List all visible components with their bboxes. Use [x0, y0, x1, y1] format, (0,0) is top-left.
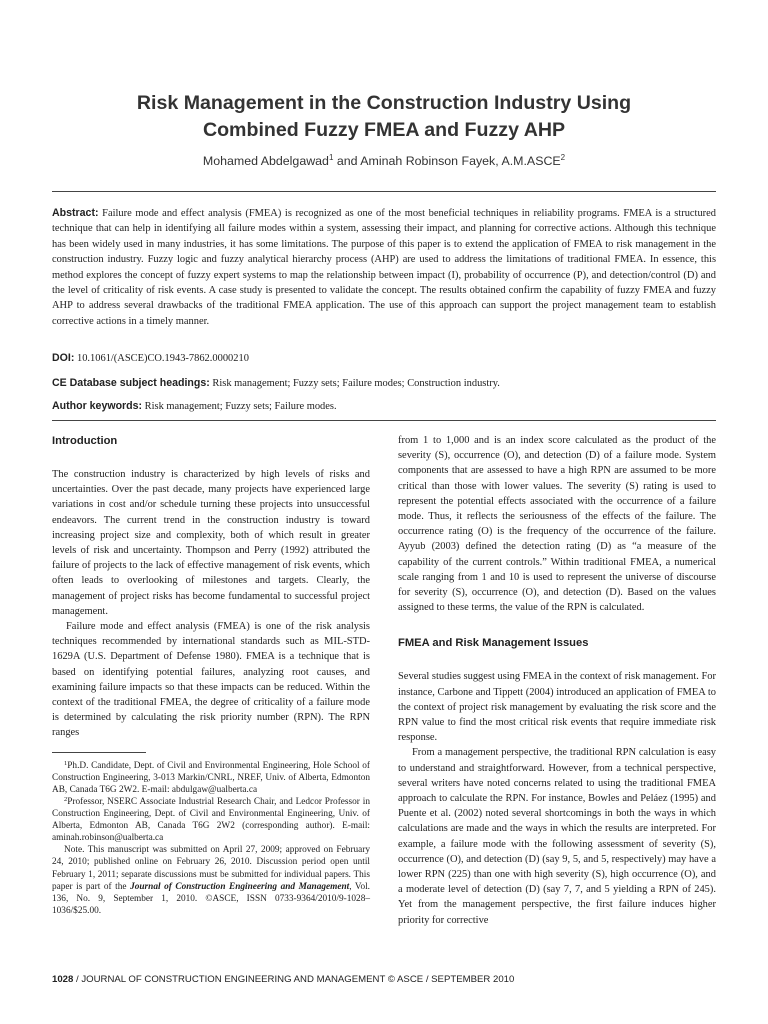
- author-keywords-line: [52, 399, 716, 414]
- author-2-affiliation-mark: 2: [560, 153, 566, 162]
- footnote-1: [52, 760, 370, 796]
- author-keywords-value: Risk management; Fuzzy sets; Failure modes.: [144, 401, 337, 412]
- note-suffix: , Vol. 136, No. 9, September 1, 2010. ©ASCE, ISSN 0733-9364/2010/9-1028–1036/$25.00.: [52, 881, 370, 916]
- footnote-rule: [52, 752, 146, 753]
- author-1-affiliation-mark: 1: [328, 153, 334, 162]
- footnote-2-text: Professor, NSERC Associate Industrial Research Chair, and Ledcor Professor in Construction Engineering, Dept. of Civil and Environmental Engineering, Univ. of Alberta, Edmonton AB, Canada T6G 2W2 (corresponding author). E-mail: aminah.robinson@ualberta.ca: [52, 796, 370, 844]
- note-journal: Journal of Construction Engineering and Management: [130, 881, 350, 892]
- doi-value[interactable]: 10.1061/(ASCE)CO.1943-7862.0000210: [76, 353, 249, 364]
- divider-middle: [52, 420, 716, 421]
- title-line-2: Combined Fuzzy FMEA and Fuzzy AHP: [202, 119, 566, 141]
- footnote-2-mark: 2: [64, 795, 68, 803]
- abstract-text: Failure mode and effect analysis (FMEA) is recognized as one of the most beneficial techniques in reliability programs. FMEA is a structured technique that can help in identifying all failure modes within a system, assessing their impact, and planning for corrective actions. Although this technique has been widely used in many industries, it has some limitations. The purpose of this paper is to extend the application of FMEA to risk management in the construction industry. Fuzzy logic and fuzzy analytical hierarchy process (AHP) are used to address the limitations of traditional FMEA. In essence, this method explores the concept of fuzzy expert systems to map the relationship between impact (I), probability of occurrence (P), and detection/control (D) and the level of criticality of risk events. A case study is presented to validate the concept. The results obtained confirm the capability of fuzzy FMEA and fuzzy AHP to address several drawbacks of the traditional FMEA application. The use of this approach can support the project management team to establish corrective actions in a timely manner.: [52, 208, 716, 327]
- intro-paragraph-1: The construction industry is characterized by high levels of risks and uncertainties. Over the past decade, many projects have experienced large variations in cost and/or schedule turning these projects into unsuccessful endeavors. The current trend in the construction industry is toward increasing project size and complexity, both of which result in greater levels of risk and uncertainty. Thompson and Perry (1992) attributed the failure of projects to the lack of effective management of risk events, which often leads to overlooking of milestones and targets. Clearly, the management of project risks has become fundamental to successful project management.: [52, 469, 370, 617]
- footnote-2: [52, 796, 370, 844]
- fmea-section-heading: FMEA and Risk Management Issues: [398, 637, 589, 650]
- author-keywords-label: Author keywords:: [52, 400, 143, 412]
- doi-label: DOI:: [52, 352, 75, 364]
- paper-title: [40, 90, 728, 144]
- page-number: 1028: [52, 974, 74, 985]
- right-column: [398, 433, 716, 928]
- divider-top: [52, 191, 716, 192]
- author-line: [40, 152, 728, 170]
- footnote-1-text: Ph.D. Candidate, Dept. of Civil and Environmental Engineering, Hole School of Construction Engineering, 3-013 Markin/CNRL, NREF, Univ. of Alberta, Edmonton AB, Canada T6G 2W2. E-mail: abdulgaw@ualberta.ca: [52, 760, 370, 795]
- title-line-1: Risk Management in the Construction Industry Using: [136, 92, 632, 114]
- footer-journal-text: / JOURNAL OF CONSTRUCTION ENGINEERING AND MANAGEMENT © ASCE / SEPTEMBER 2010: [73, 974, 515, 985]
- subject-headings-line: [52, 376, 716, 391]
- abstract-label: Abstract:: [52, 207, 99, 219]
- subject-headings-label: CE Database subject headings:: [52, 377, 210, 389]
- author-2: and Aminah Robinson Fayek, A.M.ASCE: [333, 154, 561, 168]
- intro-paragraph-2: Failure mode and effect analysis (FMEA) is one of the risk analysis techniques recommended by international standards such as MIL-STD-1629A (U.S. Department of Defense 1980). FMEA is a technique that is based on identifying potential failures, analyzing root causes, and examining failure impacts so that these impacts can be reduced. Within the context of the traditional FMEA, the degree of criticality of a failure mode is determined by calculating the risk priority number (RPN). The RPN ranges: [52, 621, 370, 739]
- subject-headings-value: Risk management; Fuzzy sets; Failure modes; Construction industry.: [212, 378, 500, 389]
- left-column: [52, 433, 370, 917]
- doi-line: [52, 351, 716, 366]
- fmea-paragraph-2: From a management perspective, the traditional RPN calculation is easy to understand and straightforward. However, from a technical perspective, several writers have noted concerns related to using the traditional FMEA approach to calculate the RPN. For instance, Bowles and Peláez (1995) and Puente et al. (2002) noted several shortcomings in both the ways in which calculations are made and the ways in which the results are interpreted. For example, a failure mode with the following assessment of severity (S), occurrence (O), and detection (D) (say 9, 5, and 5, respectively) may have a lower RPN (225) than one with high severity (S), high occurrence (O), and a moderate level of detection (D) (say 7, 7, and 5 yielding a RPN of 245). Yet from the management perspective, the first failure induces higher priority for corrective: [398, 747, 716, 926]
- author-1: Mohamed Abdelgawad: [202, 154, 329, 168]
- page-footer: [52, 974, 716, 985]
- fmea-paragraph-1: Several studies suggest using FMEA in the context of risk management. For instance, Carbone and Tippett (2004) introduced an application of FMEA to the context of project risk management by evaluating the risk score and the RPN value to find the most critical risk events that require immediate risk response.: [398, 671, 716, 744]
- abstract: [52, 206, 716, 329]
- note-prefix: Note. This manuscript was submitted on April 27, 2009; approved on February 24, 2010; published online on February 26, 2010. Discussion period open until February 1, 2011; separate discussions must be submitted for individual papers. This paper is part of the: [52, 845, 370, 892]
- introduction-heading: Introduction: [52, 435, 118, 447]
- manuscript-note: [52, 844, 370, 917]
- right-paragraph-1: from 1 to 1,000 and is an index score calculated as the product of the severity (S), occurrence (O), and detection (D) of a failure mode. System components that are assessed to have a high RPN are assumed to be more critical than those with lower values. The severity (S) rating is used to represent the potential effects associated with the occurrence of a failure mode. Thus, it reflects the seriousness of the effects of the failure. The occurrence rating (O) is the frequency of the occurrence of the failure. Ayyub (2003) defined the detection rating (D) as “a measure of the capability of the current controls.” Within traditional FMEA, a numerical scale ranging from 1 and 10 is used to represent the universe of discourse for severity (S), occurrence (O), and detection (D). Based on the values assigned to these terms, the value of the RPN is calculated.: [398, 435, 716, 614]
- footnote-1-mark: 1: [64, 759, 68, 767]
